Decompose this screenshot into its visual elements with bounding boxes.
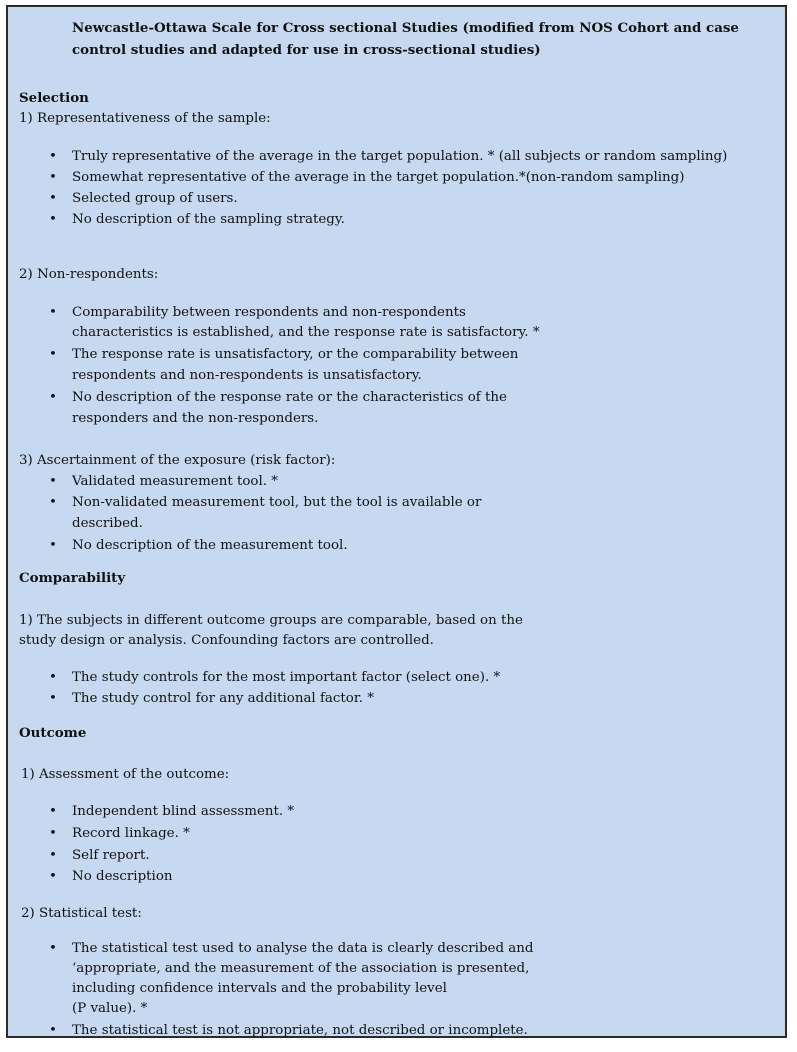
selection-q1-option-4: • No description of the sampling strategy. <box>72 209 345 230</box>
outcome-q1-option-2: • Record linkage. * <box>72 823 190 844</box>
comparability-q1-line2: study design or analysis. Confounding factors are controlled. <box>19 633 434 648</box>
selection-q3-label: 3) Ascertainment of the exposure (risk factor): <box>19 453 336 468</box>
selection-q1-option-2: • Somewhat representative of the average in the target population.*(non-random sampling) <box>72 167 684 188</box>
document-title-line2: control studies and adapted for use in cross-sectional studies) <box>72 42 541 58</box>
comparability-q1-option-1: • The study controls for the most important factor (select one). * <box>72 667 500 688</box>
comparability-heading: Comparability <box>19 570 126 586</box>
selection-q3-option-2-cont: described. <box>72 516 143 531</box>
selection-q2-option-1-cont: characteristics is established, and the response rate is satisfactory. * <box>72 325 540 340</box>
selection-q2-option-1: • Comparability between respondents and non-respondents <box>72 302 466 323</box>
selection-q2-option-3-cont: responders and the non-responders. <box>72 411 319 426</box>
outcome-q2-option-1-cont-1: ‘appropriate, and the measurement of the association is presented, <box>72 961 530 976</box>
outcome-heading: Outcome <box>19 725 87 741</box>
outcome-q2-option-2: • The statistical test is not appropriate, not described or incomplete. <box>72 1020 528 1041</box>
selection-q3-option-2: • Non-validated measurement tool, but the tool is available or <box>72 492 481 513</box>
outcome-q2-option-1-cont-3: (P value). * <box>72 1001 148 1016</box>
selection-q2-label: 2) Non-respondents: <box>19 267 159 282</box>
outcome-q2-option-1-cont-2: including confidence intervals and the probability level <box>72 981 447 996</box>
selection-heading: Selection <box>19 90 89 106</box>
outcome-q1-option-3: • Self report. <box>72 845 150 866</box>
outcome-q1-option-4: • No description <box>72 866 173 887</box>
selection-q1-label: 1) Representativeness of the sample: <box>19 111 271 126</box>
selection-q2-option-3: • No description of the response rate or the characteristics of the <box>72 387 507 408</box>
selection-q2-option-2-cont: respondents and non-respondents is unsatisfactory. <box>72 368 422 383</box>
outcome-q2-option-1: • The statistical test used to analyse the data is clearly described and <box>72 938 533 959</box>
outcome-q1-option-1: • Independent blind assessment. * <box>72 801 294 822</box>
outcome-q1-label: 1) Assessment of the outcome: <box>21 767 230 782</box>
comparability-q1-option-2: • The study control for any additional factor. * <box>72 688 374 709</box>
selection-q2-option-2: • The response rate is unsatisfactory, or the comparability between <box>72 344 518 365</box>
selection-q3-option-1: • Validated measurement tool. * <box>72 471 278 492</box>
selection-q3-option-3: • No description of the measurement tool. <box>72 535 348 556</box>
selection-q1-option-3: • Selected group of users. <box>72 188 238 209</box>
selection-q1-option-1: • Truly representative of the average in the target population. * (all subjects or random sampling) <box>72 146 727 167</box>
comparability-q1-line1: 1) The subjects in different outcome groups are comparable, based on the <box>19 613 523 628</box>
outcome-q2-label: 2) Statistical test: <box>21 906 142 921</box>
document-title-line1: Newcastle-Ottawa Scale for Cross sectional Studies (modified from NOS Cohort and case <box>72 20 739 36</box>
